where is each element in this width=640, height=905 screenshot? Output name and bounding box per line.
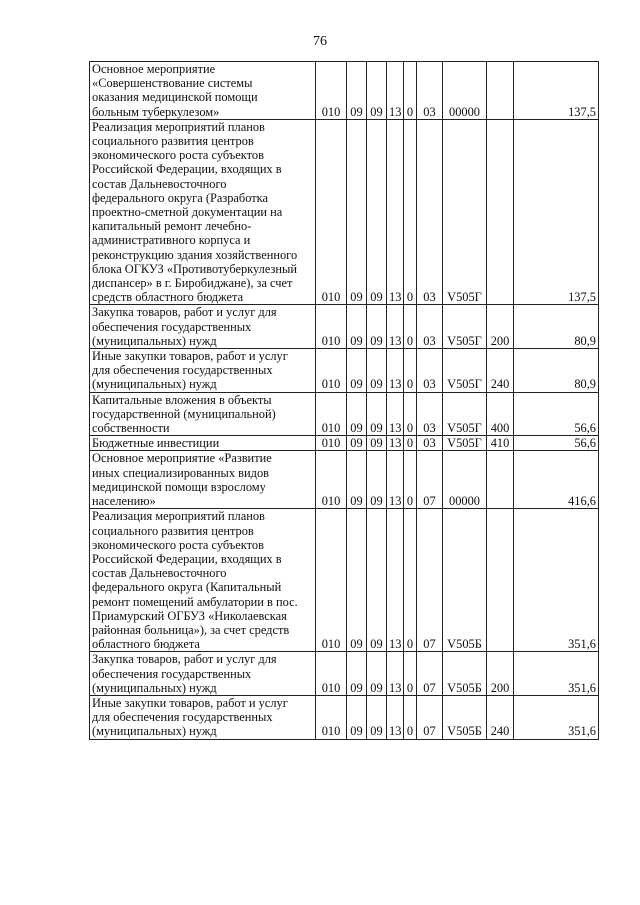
cell-direction: V505Г (443, 392, 487, 436)
cell-name (90, 436, 316, 451)
cell-section: 09 (347, 119, 367, 305)
cell-expense-type: 400 (487, 392, 514, 436)
cell-amount: 137,5 (514, 119, 599, 305)
cell-event: 03 (417, 392, 443, 436)
cell-ministry: 010 (316, 652, 347, 696)
cell-event: 03 (417, 62, 443, 120)
cell-ministry: 010 (316, 62, 347, 120)
table-row (90, 119, 599, 305)
cell-event: 07 (417, 451, 443, 509)
budget-table (89, 61, 599, 740)
cell-amount: 80,9 (514, 305, 599, 349)
cell-subprogram: 0 (404, 695, 417, 739)
row-name-text: Реализация мероприятий планов социального развития центров экономического роста субъектов Российской Федерации, входящих в состав Дальневосточного федерального округа (Капитальный ремонт помещений амбулатории в пос. Приамурский ОГБУЗ «Николаевская районная больница»), за счет средств областного бюджета (92, 509, 298, 652)
cell-ministry: 010 (316, 509, 347, 652)
cell-direction: V505Б (443, 509, 487, 652)
table-row (90, 305, 599, 349)
row-name-text: Основное мероприятие «Развитие иных специализированных видов медицинской помощи взрослому населению» (92, 451, 272, 509)
cell-direction: V505Г (443, 349, 487, 393)
cell-name (90, 451, 316, 509)
cell-program: 13 (387, 695, 404, 739)
row-name-text: Иные закупки товаров, работ и услуг для обеспечения государственных (муниципальных) нужд (92, 349, 288, 392)
cell-program: 13 (387, 451, 404, 509)
cell-direction: V505Г (443, 305, 487, 349)
cell-program: 13 (387, 436, 404, 451)
row-name-text: Бюджетные инвестиции (92, 436, 220, 451)
cell-event: 03 (417, 349, 443, 393)
cell-direction: V505Б (443, 695, 487, 739)
cell-program: 13 (387, 119, 404, 305)
cell-subsection: 09 (367, 436, 387, 451)
cell-section: 09 (347, 436, 367, 451)
table-row (90, 392, 599, 436)
cell-expense-type: 410 (487, 436, 514, 451)
cell-event: 07 (417, 652, 443, 696)
cell-subprogram: 0 (404, 436, 417, 451)
cell-subprogram: 0 (404, 451, 417, 509)
cell-subprogram: 0 (404, 349, 417, 393)
cell-program: 13 (387, 62, 404, 120)
cell-subprogram: 0 (404, 305, 417, 349)
cell-direction: V505Г (443, 436, 487, 451)
cell-expense-type (487, 509, 514, 652)
cell-direction: 00000 (443, 62, 487, 120)
cell-event: 03 (417, 305, 443, 349)
cell-subprogram: 0 (404, 62, 417, 120)
cell-section: 09 (347, 451, 367, 509)
cell-ministry: 010 (316, 392, 347, 436)
cell-amount: 351,6 (514, 652, 599, 696)
page-number: 76 (313, 34, 327, 49)
table-row (90, 509, 599, 652)
cell-program: 13 (387, 652, 404, 696)
cell-program: 13 (387, 509, 404, 652)
cell-expense-type (487, 62, 514, 120)
cell-section: 09 (347, 349, 367, 393)
cell-ministry: 010 (316, 451, 347, 509)
row-name-text: Основное мероприятие «Совершенствование системы оказания медицинской помощи больным туберкулезом» (92, 62, 258, 119)
cell-subprogram: 0 (404, 652, 417, 696)
cell-name (90, 305, 316, 349)
cell-amount: 416,6 (514, 451, 599, 509)
cell-name (90, 392, 316, 436)
budget-table-body (90, 62, 599, 740)
cell-amount: 351,6 (514, 509, 599, 652)
cell-ministry: 010 (316, 695, 347, 739)
cell-amount: 56,6 (514, 436, 599, 451)
cell-section: 09 (347, 509, 367, 652)
cell-event: 07 (417, 695, 443, 739)
cell-subprogram: 0 (404, 509, 417, 652)
cell-expense-type: 240 (487, 695, 514, 739)
cell-section: 09 (347, 305, 367, 349)
table-row (90, 436, 599, 451)
cell-expense-type: 240 (487, 349, 514, 393)
cell-ministry: 010 (316, 305, 347, 349)
row-name-text: Реализация мероприятий планов социального развития центров экономического роста субъектов Российской Федерации, входящих в состав Дальневосточного федерального округа (Разработка проектно-сметной документации на капитальный ремонт лечебно- административного корпуса и реконструкцию здания хозяйственного блока ОГКУЗ «Противотуберкулезный диспансер» в г. Биробиджане), за счет средств областного бюджета (92, 119, 298, 305)
cell-section: 09 (347, 62, 367, 120)
cell-ministry: 010 (316, 119, 347, 305)
cell-expense-type: 200 (487, 305, 514, 349)
cell-direction: 00000 (443, 451, 487, 509)
cell-expense-type (487, 451, 514, 509)
cell-program: 13 (387, 349, 404, 393)
cell-subsection: 09 (367, 451, 387, 509)
cell-amount: 351,6 (514, 695, 599, 739)
cell-amount: 80,9 (514, 349, 599, 393)
cell-subsection: 09 (367, 652, 387, 696)
row-name-text: Иные закупки товаров, работ и услуг для обеспечения государственных (муниципальных) нужд (92, 695, 288, 739)
cell-name (90, 119, 316, 305)
table-row (90, 652, 599, 696)
cell-event: 07 (417, 509, 443, 652)
cell-direction: V505Г (443, 119, 487, 305)
cell-amount: 137,5 (514, 62, 599, 120)
cell-subsection: 09 (367, 305, 387, 349)
cell-section: 09 (347, 652, 367, 696)
cell-name (90, 695, 316, 739)
cell-name (90, 652, 316, 696)
cell-subprogram: 0 (404, 392, 417, 436)
cell-section: 09 (347, 695, 367, 739)
cell-subsection: 09 (367, 62, 387, 120)
cell-amount: 56,6 (514, 392, 599, 436)
cell-subsection: 09 (367, 695, 387, 739)
cell-name (90, 349, 316, 393)
table-row (90, 695, 599, 739)
cell-event: 03 (417, 119, 443, 305)
cell-program: 13 (387, 392, 404, 436)
cell-subsection: 09 (367, 119, 387, 305)
table-row (90, 451, 599, 509)
table-row (90, 62, 599, 120)
cell-direction: V505Б (443, 652, 487, 696)
row-name-text: Капитальные вложения в объекты государственной (муниципальной) собственности (92, 392, 276, 436)
cell-program: 13 (387, 305, 404, 349)
cell-section: 09 (347, 392, 367, 436)
cell-subsection: 09 (367, 349, 387, 393)
table-row (90, 349, 599, 393)
cell-subsection: 09 (367, 392, 387, 436)
cell-name (90, 62, 316, 120)
row-name-text: Закупка товаров, работ и услуг для обеспечения государственных (муниципальных) нужд (92, 305, 277, 348)
cell-name (90, 509, 316, 652)
cell-ministry: 010 (316, 349, 347, 393)
cell-ministry: 010 (316, 436, 347, 451)
cell-subprogram: 0 (404, 119, 417, 305)
cell-expense-type: 200 (487, 652, 514, 696)
cell-subsection: 09 (367, 509, 387, 652)
cell-event: 03 (417, 436, 443, 451)
cell-expense-type (487, 119, 514, 305)
row-name-text: Закупка товаров, работ и услуг для обеспечения государственных (муниципальных) нужд (92, 652, 277, 695)
